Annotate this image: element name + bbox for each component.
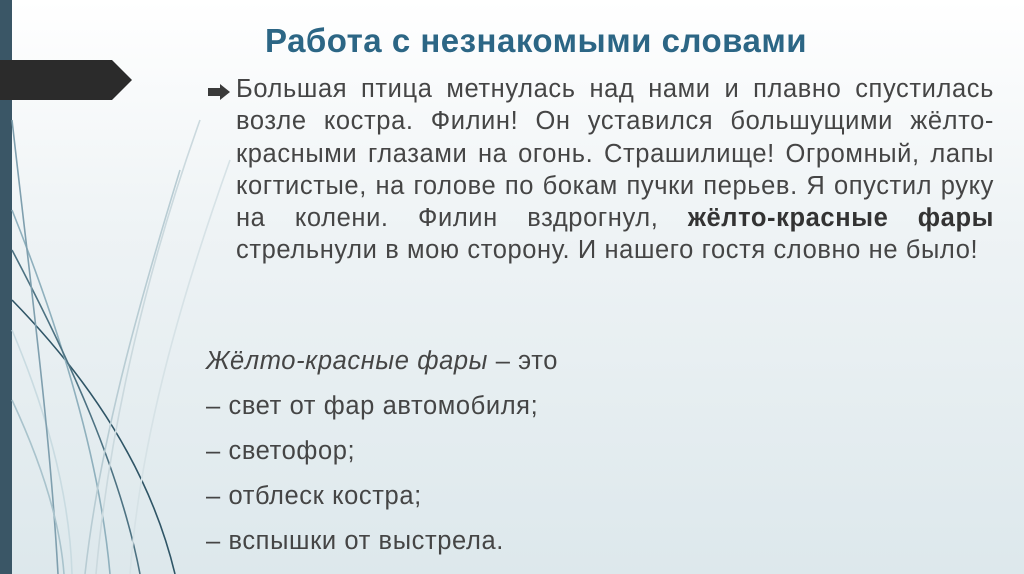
- title-arrow-tab: [0, 60, 135, 100]
- question-suffix: – это: [488, 347, 559, 375]
- answer-option: – вспышки от выстрела.: [206, 527, 504, 555]
- story-text-before: Большая птица метнулась над нами и плавно спустилась возле костра. Филин! Он уставился большущими жёлто-красными глазами на огонь. Страшилище! Огромный, лапы когтистые, на голове по бокам пучки перьев. Я опустил руку на колени. Филин вздрогнул,: [236, 75, 994, 233]
- question-line: [206, 339, 558, 384]
- story-paragraph: [236, 73, 994, 267]
- answer-option: – светофор;: [206, 437, 356, 465]
- question-block: [206, 339, 558, 564]
- answer-option: – отблеск костра;: [206, 482, 422, 510]
- arrow-right-icon: [208, 84, 230, 100]
- story-highlighted-phrase: жёлто-красные фары: [687, 204, 995, 233]
- story-text-after: стрельнули в мою сторону. И нашего гостя словно не было!: [236, 236, 979, 265]
- answer-option: – свет от фар автомобиля;: [206, 392, 539, 420]
- slide-title: Работа с незнакомыми словами: [265, 22, 808, 59]
- question-term: Жёлто-красные фары: [206, 347, 489, 375]
